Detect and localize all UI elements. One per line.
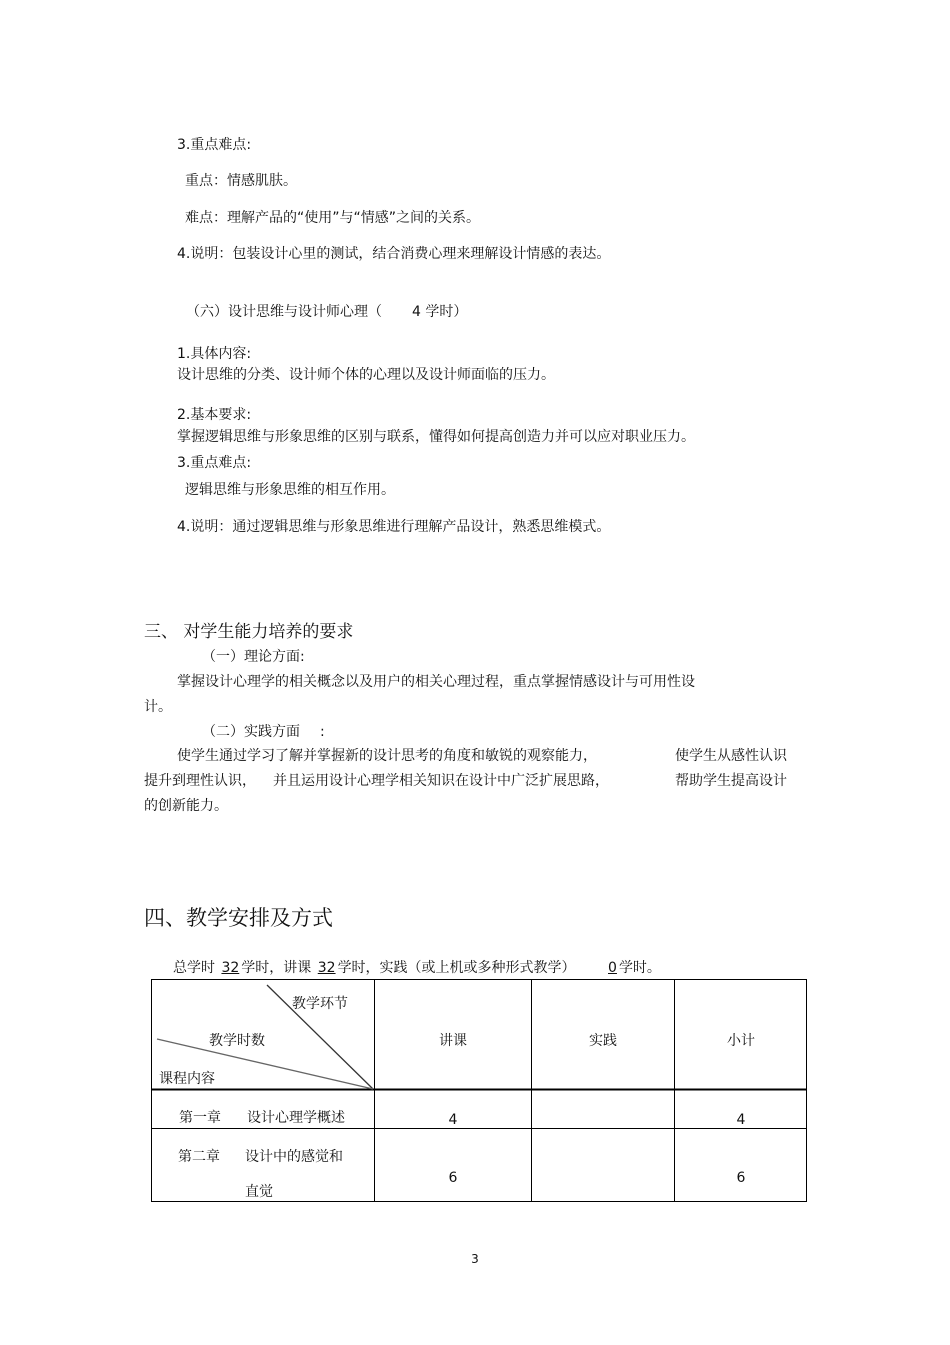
chapter-title-continued: 直觉 xyxy=(245,1184,273,1200)
focus-line: 重点：情感肌肤。 xyxy=(185,173,297,189)
focus-title: 3.重点难点: xyxy=(177,137,252,153)
difficulty-line: 难点：理解产品的“使用”与“情感”之间的关系。 xyxy=(185,210,481,226)
chapter-number: 第二章 xyxy=(178,1149,220,1165)
part-three-heading: 三、 对学生能力培养的要求 xyxy=(144,622,354,642)
practice-line: 的创新能力。 xyxy=(144,798,228,814)
part-four-heading: 四、教学安排及方式 xyxy=(144,906,333,930)
column-header-lecture: 讲课 xyxy=(439,1033,467,1049)
requirement-title: 2.基本要求: xyxy=(177,407,252,423)
chapter-title: 设计心理学概述 xyxy=(247,1110,345,1126)
page-number: 3 xyxy=(471,1252,479,1266)
theory-title: （一）理论方面: xyxy=(202,649,305,665)
total-hours: 32 xyxy=(221,960,240,976)
diagonal-header-content: 课程内容 xyxy=(159,1071,215,1087)
note-line: 4.说明：包装设计心里的测试，结合消费心理来理解设计情感的表达。 xyxy=(177,246,611,262)
practice-title xyxy=(202,723,325,741)
chapter-number: 第一章 xyxy=(179,1110,221,1126)
practice-line: 帮助学生提高设计 xyxy=(675,773,787,789)
requirement-text: 掌握逻辑思维与形象思维的区别与联系，懂得如何提高创造力并可以应对职业压力。 xyxy=(177,429,695,445)
subtotal-cell: 6 xyxy=(736,1170,746,1186)
practice-line: 提升到理性认识， xyxy=(144,773,256,789)
practice-title-text: （二）实践方面 xyxy=(202,724,300,740)
section-six-title-text: （六）设计思维与设计师心理（ xyxy=(186,304,382,320)
subtotal-cell: 4 xyxy=(736,1112,746,1128)
content-title: 1.具体内容: xyxy=(177,346,252,362)
total-hours-line xyxy=(173,959,661,977)
content-text: 设计思维的分类、设计师个体的心理以及设计师面临的压力。 xyxy=(177,367,555,383)
schedule-table xyxy=(151,979,807,1202)
practice-line: 使学生通过学习了解并掌握新的设计思考的角度和敏锐的观察能力， xyxy=(177,748,597,764)
lecture-hours: 32 xyxy=(317,960,336,976)
focus-title: 3.重点难点: xyxy=(177,455,252,471)
practice-line: 并且运用设计心理学相关知识在设计中广泛扩展思路， xyxy=(273,773,609,789)
diagonal-header-stage: 教学环节 xyxy=(292,996,348,1012)
section-six-hours: 4 学时） xyxy=(412,304,468,320)
hours-label: 学时。 xyxy=(618,960,661,976)
practice-hours: 0 xyxy=(608,960,617,976)
chapter-title: 设计中的感觉和 xyxy=(245,1149,343,1165)
focus-text: 逻辑思维与形象思维的相互作用。 xyxy=(185,482,395,498)
lecture-hours-cell: 4 xyxy=(448,1112,458,1128)
practice-line: 使学生从感性认识 xyxy=(675,748,787,764)
column-header-practice: 实践 xyxy=(589,1033,617,1049)
hours-label: 总学时 xyxy=(173,960,215,976)
lecture-hours-cell: 6 xyxy=(448,1170,458,1186)
note-line: 4.说明：通过逻辑思维与形象思维进行理解产品设计，熟悉思维模式。 xyxy=(177,519,611,535)
hours-label: 学时，讲课 xyxy=(241,960,312,976)
hours-label: 学时，实践（或上机或多种形式教学） xyxy=(337,960,576,976)
practice-title-colon: : xyxy=(320,724,325,740)
column-header-subtotal: 小计 xyxy=(727,1033,755,1049)
theory-line: 计。 xyxy=(144,699,172,715)
section-six-title xyxy=(186,303,467,321)
theory-line: 掌握设计心理学的相关概念以及用户的相关心理过程，重点掌握情感设计与可用性设 xyxy=(177,674,695,690)
diagonal-header-hours: 教学时数 xyxy=(209,1033,265,1049)
